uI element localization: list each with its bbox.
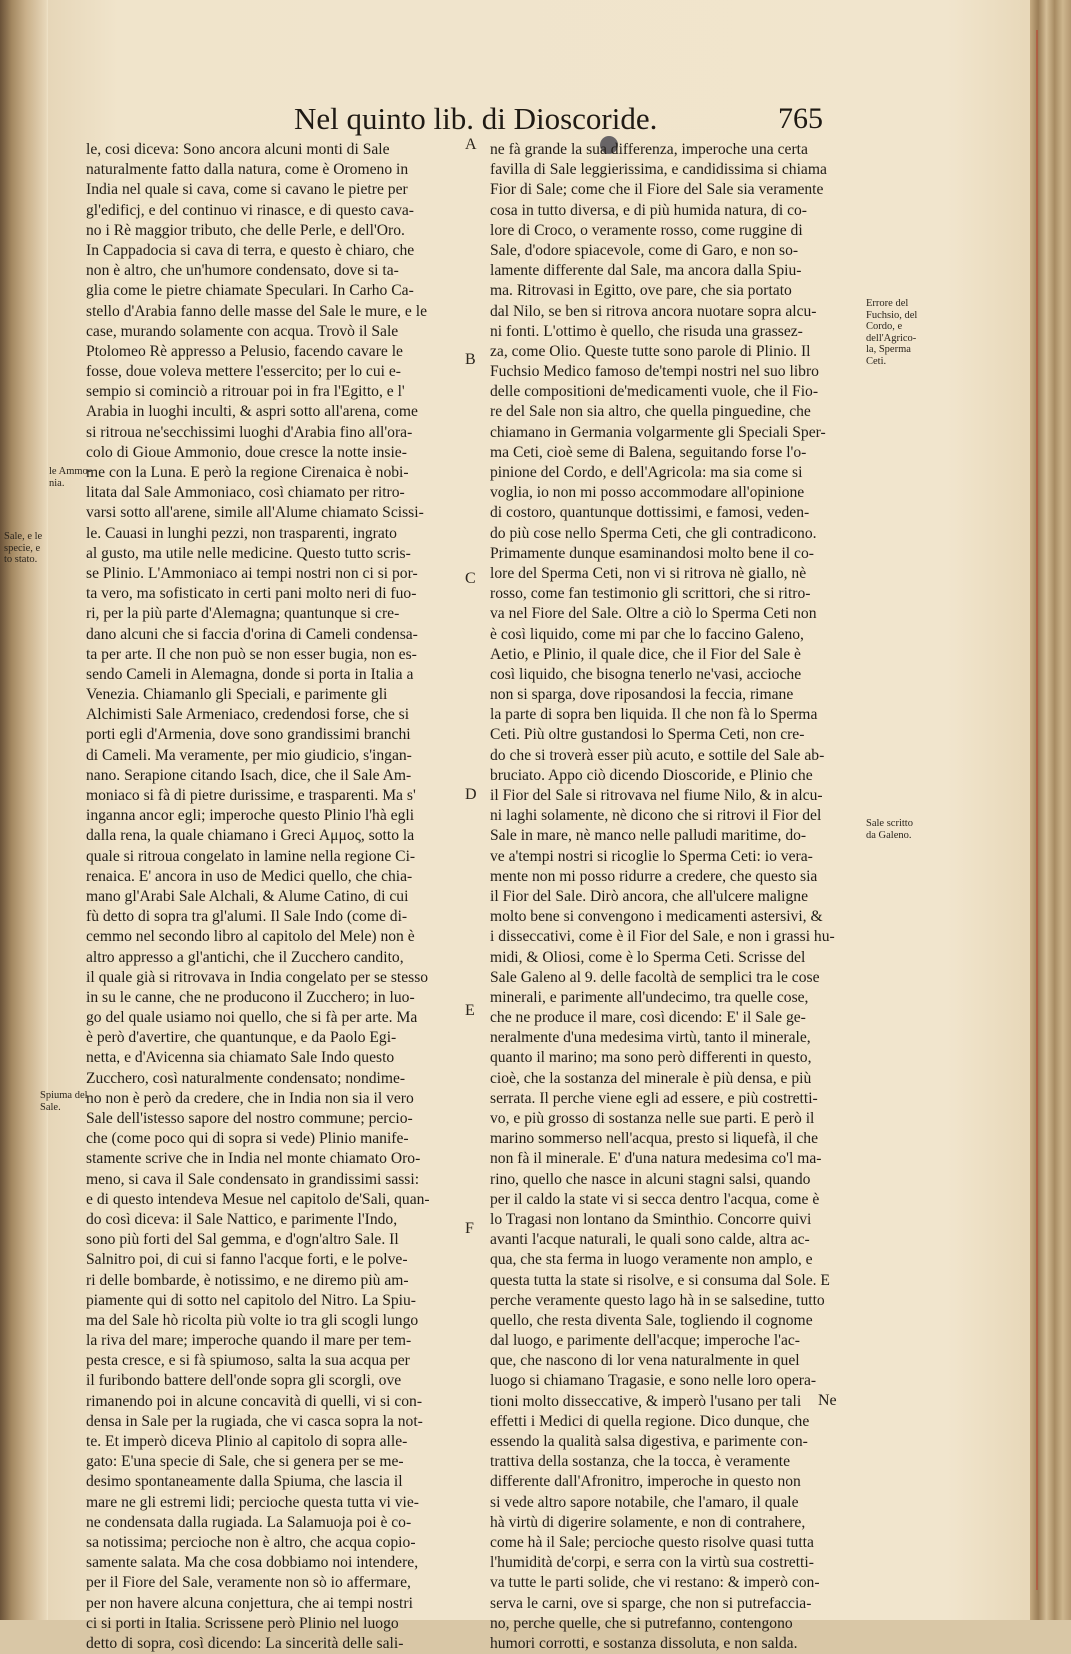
margin-note-right-2: Sale scritto da Galeno. <box>866 818 913 841</box>
text-line: ne condensata dalla rugiada. La Salamuoja poi è co- <box>86 1513 412 1531</box>
text-line: mente non mi posso ridurre a credere, che questo sia <box>490 867 818 885</box>
text-line: si ritroua ne'secchissimi luoghi d'Arabia fino all'ora- <box>86 423 413 441</box>
text-line: Sale in mare, nè manco nelle palludi maritime, do- <box>490 827 807 845</box>
text-line: ri, per la più parte d'Alemagna; quantunque si cre- <box>86 605 400 623</box>
text-line: dano alcuni che si faccia d'orina di Cameli condensa- <box>86 625 418 643</box>
text-line: perche veramente questo lago hà in se salsedine, tutto <box>490 1291 825 1309</box>
text-column-left <box>86 140 454 1654</box>
text-line: effetti i Medici di quella regione. Dico dunque, che <box>490 1412 810 1430</box>
red-page-edge <box>1036 30 1038 1590</box>
section-marker-d: D <box>465 786 477 803</box>
text-line: altro appresso a gl'antichi, che il Zucchero candito, <box>86 948 404 966</box>
text-line: gato: E'una specie di Sale, che si genera per se me- <box>86 1453 404 1471</box>
text-line: fù detto di sopra tra gl'alumi. Il Sale Indo (come di- <box>86 908 408 926</box>
text-line: rimanendo poi in alcune concavità di quelli, vi si con- <box>86 1392 423 1410</box>
text-line: no, perche quelle, che si putrefanno, contengono <box>490 1614 793 1632</box>
text-line: i disseccativi, come è il Fior del Sale, e non i grassi hu- <box>490 928 835 946</box>
text-line: non è altro, che un'humore condensato, dove si ta- <box>86 262 399 280</box>
text-line: desimo spontaneamente dalla Spiuma, che lascia il <box>86 1473 403 1491</box>
text-line: di Cameli. Ma veramente, per mio giudicio, s'ingan- <box>86 746 412 764</box>
text-line: te. Et imperò diceva Plinio al capitolo di sopra alle- <box>86 1433 408 1450</box>
text-line: ta vero, ma sofisticato in certi pani molto neri di fuo- <box>86 585 417 603</box>
section-marker-c: C <box>465 570 476 587</box>
text-line: le, cosi diceva: Sono ancora alcuni monti di Sale <box>86 141 390 158</box>
text-line: serrata. Il perche viene egli ad essere, e più costretti- <box>490 1089 818 1107</box>
text-line: renaica. E' ancora in uso de Medici quello, che chia- <box>86 867 413 885</box>
text-line: è così liquido, come mi par che lo faccino Galeno, <box>490 625 804 643</box>
text-line: ve a'tempi nostri si ricoglie lo Sperma Ceti: io vera- <box>490 847 813 865</box>
text-line: pesta cresce, e si fà spiumoso, salta la sua acqua per <box>86 1352 410 1370</box>
text-line: neralmente d'una medesima virtù, tanto il minerale, <box>490 1029 811 1047</box>
text-line: rino, quello che nasce in alcuni stagni salsi, quando <box>490 1170 811 1188</box>
text-line: go del quale usiamo noi quello, che si fà per arte. Ma <box>86 1009 418 1027</box>
text-line: non si sparga, dove riposandosi la feccia, rimane <box>490 686 794 704</box>
text-line: India nel quale si cava, come si cavano le pietre per <box>86 181 408 199</box>
text-line: piamente qui di sotto nel capitolo del Nitro. La Spiu- <box>86 1291 417 1309</box>
text-line: in su le canne, che ne producono il Zucchero; in luo- <box>86 988 415 1006</box>
text-line: Zucchero, così naturalmente condensato; nondime- <box>86 1069 406 1087</box>
text-line: porti egli d'Armenia, dove sono grandissimi branchi <box>86 726 411 744</box>
text-line: no non è però da credere, che in India non sia il vero <box>86 1089 414 1107</box>
text-line: naturalmente fatto dalla natura, come è Oromeno in <box>86 161 409 179</box>
text-line: le. Cauasi in lunghi pezzi, non trasparenti, ingrato <box>86 524 397 542</box>
text-line: serva le carni, ove si sparge, che non si putrefaccia- <box>490 1594 812 1612</box>
text-line: Venezia. Chiamanlo gli Speciali, e parimente gli <box>86 686 388 704</box>
text-line: ne fà grande la sua differenza, imperoche una certa <box>490 141 808 158</box>
text-line: do così diceva: il Sale Nattico, e parimente l'Indo, <box>86 1210 398 1228</box>
text-line: que, che nascono di lor vena naturalmente in quel <box>490 1352 800 1370</box>
text-line: nano. Serapione citando Isach, dice, che il Sale Am- <box>86 766 412 784</box>
book-binding-gutter <box>0 0 48 1620</box>
text-line: varsi sotto all'arene, simile all'Alume chiamato Scissi- <box>86 504 424 522</box>
text-line: la parte di sopra ben liquida. Il che non fà lo Sperma <box>490 706 818 724</box>
text-line: va nel Fiore del Sale. Oltre a ciò lo Sperma Ceti non <box>490 605 817 623</box>
text-line: Sale, d'odore spiacevole, come di Garo, e non so- <box>490 241 799 259</box>
margin-note-left-2: Sale, e le specie, e to stato. <box>4 531 43 565</box>
text-line: mano gl'Arabi Sale Alchali, & Alume Catino, di cui <box>86 887 409 905</box>
text-line: di costoro, quantunque dottissimi, e famosi, veden- <box>490 504 810 522</box>
text-line: fosse, doue voleva mettere l'essercito; per lo cui e- <box>86 363 401 381</box>
text-line: non fà il minerale. E' d'una natura medesima co'l ma- <box>490 1150 822 1168</box>
text-line: è però d'avertire, che quantunque, e da Paolo Egi- <box>86 1029 397 1047</box>
text-line: Arabia in luoghi inculti, & aspri sotto all'arena, come <box>86 403 418 421</box>
text-line: Primamente dunque esaminandosi molto bene il co- <box>490 544 814 562</box>
text-line: Aetio, e Plinio, il quale dice, che il Fior del Sale è <box>490 645 801 663</box>
text-line: Alchimisti Sale Armeniaco, credendosi forse, che si <box>86 706 410 724</box>
margin-note-left-3: Spiuma del Sale. <box>40 1090 88 1113</box>
text-line: humori corrotti, e sostanza dissoluta, e non salda. <box>490 1634 798 1652</box>
text-line: tioni molto disseccative, & imperò l'usano per tali <box>490 1392 802 1410</box>
text-line: molto bene si convengono i medicamenti astersivi, & <box>490 908 823 926</box>
text-line: va tutte le parti solide, che vi restano: & imperò con- <box>490 1574 820 1592</box>
text-line: il Fior del Sale. Dirò ancora, che all'ulcere maligne <box>490 887 809 905</box>
text-line: qua, che sta ferma in luogo veramente non amplo, e <box>490 1251 813 1269</box>
text-line: l'humidità de'corpi, e serra con la virtù sua costretti- <box>490 1554 814 1572</box>
text-line: si vede altro sapore notabile, che l'amaro, il quale <box>490 1493 799 1511</box>
text-column-right <box>490 140 858 1654</box>
text-line: il quale già si ritrovava in India congelato per se stesso <box>86 968 429 986</box>
text-line: per il caldo la state vi si secca dentro l'acqua, come è <box>490 1190 820 1208</box>
text-line: ma Ceti, cioè seme di Balena, seguitando forse l'o- <box>490 443 807 461</box>
text-line: la riva del mare; imperoche quando il mare per tem- <box>86 1332 412 1350</box>
section-marker-f: F <box>465 1220 474 1237</box>
text-line: ci si porti in Italia. Scrissene però Plinio nel luogo <box>86 1614 399 1632</box>
text-line: pinione del Cordo, e dell'Agricola: ma sia come si <box>490 464 803 481</box>
text-line: do più cose nello Sperma Ceti, che gli contradicono. <box>490 524 817 542</box>
text-line: lore di Croco, o veramente rosso, come ruggine di <box>490 221 803 239</box>
text-line: Fuchsio Medico famoso de'tempi nostri nel suo libro <box>490 363 819 381</box>
text-line: al gusto, ma utile nelle medicine. Questo tutto scris- <box>86 544 411 562</box>
text-line: Fior di Sale; come che il Fiore del Sale sia veramente <box>490 181 824 199</box>
text-line: e di questo intendeva Mesue nel capitolo de'Sali, quan- <box>86 1190 430 1208</box>
text-line: minerali, e parimente all'undecimo, tra quelle cose, <box>490 988 809 1006</box>
text-line: sono più forti del Sal gemma, e d'ogn'altro Sale. Il <box>86 1231 399 1249</box>
text-line: cosa in tutto diversa, e di più humida natura, di co- <box>490 201 807 219</box>
text-line: mare ne gli estremi lidi; percioche questa tutta vi vie- <box>86 1493 419 1511</box>
section-marker-a: A <box>465 136 477 153</box>
margin-note-right-1: Errore del Fuchsio, del Cordo, e dell'Agrico- la, Sperma Ceti. <box>866 298 918 367</box>
running-head-title: Nel quinto lib. di Dioscoride. <box>294 101 658 136</box>
text-line: che ne produce il mare, così dicendo: E' il Sale ge- <box>490 1009 806 1027</box>
text-line: sa notissima; percioche non è altro, che acqua copio- <box>86 1533 416 1551</box>
text-line: midi, & Oliosi, come è lo Sperma Ceti. Scrisse del <box>490 948 806 966</box>
text-line: chiamano in Germania volgarmente gli Speciali Sper- <box>490 423 826 441</box>
text-line: lore del Sperma Ceti, non vi si ritrova nè giallo, nè <box>490 564 807 582</box>
text-line: case, murando solamente con acqua. Trovò il Sale <box>86 322 399 340</box>
text-line: dal Nilo, se ben si ritrova ancora nuotare sopra alcu- <box>490 302 817 320</box>
text-line: così liquido, che bisogna tenerlo ne'vasi, accioche <box>490 665 802 683</box>
text-line: detto di sopra, così dicendo: La sincerità delle sali- <box>86 1634 404 1652</box>
text-line: sempio si cominciò a ritrouar poi in fra l'Egitto, e l' <box>86 383 405 401</box>
text-line: differente dall'Afronitro, imperoche in questo non <box>490 1473 801 1491</box>
text-line: stello d'Arabia fanno delle masse del Sale le mure, e le <box>86 302 427 320</box>
text-line: ni fonti. L'ottimo è quello, che risuda una grassez- <box>490 322 803 340</box>
text-line: se Plinio. L'Ammoniaco ai tempi nostri non ci si por- <box>86 564 418 582</box>
text-line: dalla rena, la quale chiamano i Greci Αμμος, sotto la <box>86 827 415 845</box>
text-line: glia come le pietre chiamate Speculari. In Carho Ca- <box>86 282 414 300</box>
text-line: litata dal Sale Ammoniaco, così chiamato per ritro- <box>86 484 405 502</box>
text-line: delle compositioni de'medicamenti vuole, che il Fio- <box>490 383 819 401</box>
text-line: cemmo nel secondo libro al capitolo del Mele) non è <box>86 928 415 946</box>
text-line: re del Sale non sia altro, che quella pinguedine, che <box>490 403 811 421</box>
text-line: no i Rè maggior tributo, che delle Perle, e dell'Oro. <box>86 221 405 239</box>
text-line: densa in Sale per la rugiada, che vi casca sopra la not- <box>86 1412 423 1430</box>
text-line: marino sommerso nell'acqua, presto si liquefà, il che <box>490 1130 819 1148</box>
text-line: essendo la qualità salsa digestiva, e parimente con- <box>490 1433 808 1450</box>
text-line: Ptolomeo Rè appresso a Pelusio, facendo cavare le <box>86 342 403 360</box>
text-line: Sale Galeno al 9. delle facoltà de semplici tra le cose <box>490 968 820 986</box>
text-line: luogo si chiamano Tragasie, e sono nelle loro opera- <box>490 1372 817 1390</box>
text-line: hà virtù di digerire solamente, e non di contrahere, <box>490 1513 806 1531</box>
catchword: Ne <box>818 1392 837 1409</box>
margin-note-left-1: le Ammo- nia. <box>49 466 92 489</box>
text-line: colo di Gioue Ammonio, doue cresce la notte insie- <box>86 443 407 461</box>
text-line: avanti l'acque naturali, le quali sono calde, altra ac- <box>490 1231 810 1249</box>
text-line: quello, che resta diventa Sale, togliendo il cognome <box>490 1311 813 1329</box>
text-line: Ceti. Più oltre gustandosi lo Sperma Ceti, non cre- <box>490 726 805 744</box>
text-line: ma. Ritrovasi in Egitto, ove pare, che sia portato <box>490 282 792 300</box>
page-number: 765 <box>778 102 823 135</box>
text-line: rosso, come fan testimonio gli scrittori, che si ritro- <box>490 585 811 603</box>
text-line: quanto il marino; ma sono però differenti in questo, <box>490 1049 812 1067</box>
text-line: come hà il Sale; percioche questo risolve quasi tutta <box>490 1533 814 1551</box>
text-line: dal luogo, e parimente dell'acque; imperoche l'ac- <box>490 1332 800 1350</box>
text-line: trattiva della sostanza, che la tocca, è veramente <box>490 1453 791 1471</box>
text-line: per non havere alcuna conjettura, che ai tempi nostri <box>86 1594 413 1612</box>
text-line: In Cappadocia si cava di terra, e questo è chiaro, che <box>86 241 415 259</box>
text-line: il Fior del Sale si ritrovava nel fiume Nilo, & in alcu- <box>490 787 823 804</box>
text-line: moniaco si fà di pietre durissime, e trasparenti. Ma s' <box>86 787 416 804</box>
text-line: Sale dell'istesso sapore del nostro commune; percio- <box>86 1110 413 1127</box>
text-line: me con la Luna. E però la regione Cirenaica è nobi- <box>86 464 409 481</box>
text-line: vo, e più grosso di sostanza nelle sue parti. E però il <box>490 1110 815 1127</box>
text-line: favilla di Sale leggierissima, e candidissima si chiama <box>490 161 827 179</box>
text-line: bruciato. Appo ciò dicendo Dioscoride, e Plinio che <box>490 766 813 784</box>
text-line: ni laghi solamente, nè dicono che si ritrovi il Fior del <box>490 807 822 825</box>
text-line: lo Tragasi non lontano da Sminthio. Concorre quivi <box>490 1210 812 1228</box>
text-line: netta, e d'Avicenna sia chiamato Sale Indo questo <box>86 1049 395 1067</box>
text-line: lamente differente dal Sale, ma ancora dalla Spiu- <box>490 262 802 280</box>
text-line: gl'edificj, e del continuo vi rinasce, e di questo cava- <box>86 201 414 219</box>
text-line: do che si troverà esser più acuto, e sottile del Sale ab- <box>490 746 825 764</box>
section-marker-b: B <box>465 351 476 368</box>
text-line: stamente scrive che in India nel monte chiamato Oro- <box>86 1150 421 1168</box>
text-line: ma del Sale hò ricolta più volte io tra gli scogli lungo <box>86 1311 419 1329</box>
text-line: il furibondo battere dell'onde sopra gli scorgli, ove <box>86 1372 402 1390</box>
text-line: voglia, io non mi posso accommodare all'opinione <box>490 484 805 502</box>
text-line: za, come Olio. Queste tutte sono parole di Plinio. Il <box>490 342 811 360</box>
text-line: Salnitro poi, di cui si fanno l'acque forti, e le polve- <box>86 1251 408 1269</box>
text-line: samente salata. Ma che cosa dobbiamo noi intendere, <box>86 1554 419 1572</box>
text-line: ta per arte. Il che non può se non esser bugia, non es- <box>86 645 417 663</box>
text-line: che (come poco qui di sopra si vede) Plinio manife- <box>86 1130 409 1148</box>
text-line: questa tutta la state si risolve, e si consuma dal Sole. E <box>490 1271 830 1289</box>
text-line: quale si ritroua congelato in lamine nella regione Ci- <box>86 847 416 865</box>
text-line: per il Fiore del Sale, veramente non sò io affermare, <box>86 1574 411 1592</box>
text-line: inganna ancor egli; imperoche questo Plinio l'hà egli <box>86 807 415 825</box>
text-line: sendo Cameli in Alemagna, donde si porta in Italia a <box>86 665 414 683</box>
text-line: cioè, che la sostanza del minerale è più densa, e più <box>490 1069 812 1087</box>
text-line: meno, si cava il Sale condensato in grandissimi sassi: <box>86 1170 420 1188</box>
text-line: ri delle bombarde, è notissimo, e ne diremo più am- <box>86 1271 409 1289</box>
section-marker-e: E <box>465 1002 475 1019</box>
